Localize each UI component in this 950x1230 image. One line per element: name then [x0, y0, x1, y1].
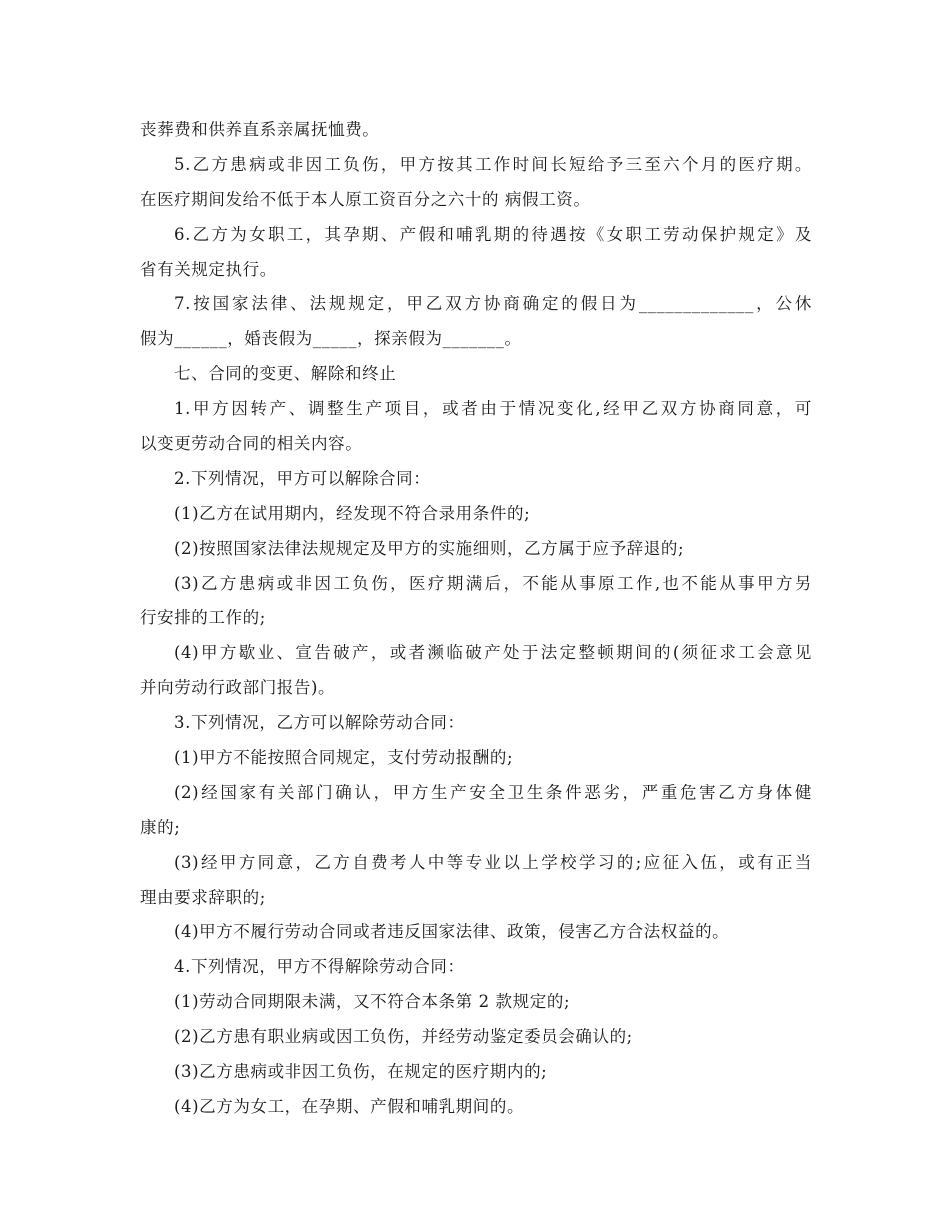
document-line: 行安排的工作的;: [140, 608, 266, 628]
document-line: (1)劳动合同期限未满，又不符合本条第 2 款规定的;: [174, 992, 571, 1012]
document-page: [140, 113, 812, 1125]
document-line: 七、合同的变更、解除和终止: [174, 364, 397, 384]
document-line: 康的;: [140, 817, 181, 837]
document-line: 5.乙方患病或非因工负伤，甲方按其工作时间长短给予三至六个月的医疗期。: [174, 154, 812, 174]
document-line: 3.下列情况，乙方可以解除劳动合同：: [174, 713, 465, 733]
document-line: (3)乙方患病或非因工负伤，在规定的医疗期内的;: [174, 1062, 548, 1082]
document-line: (2)经国家有关部门确认，甲方生产安全卫生条件恶劣，严重危害乙方身体健: [174, 782, 812, 802]
document-line: (4)甲方歇业、宣告破产，或者濒临破产处于法定整顿期间的(须征求工会意见: [174, 643, 812, 663]
document-line: 2.下列情况，甲方可以解除合同：: [174, 468, 431, 488]
document-line: 在医疗期间发给不低于本人原工资百分之六十的 病假工资。: [140, 189, 591, 209]
document-line: 假为______，婚丧假为_____，探亲假为_______。: [140, 329, 522, 349]
document-line: 省有关规定执行。: [140, 259, 277, 279]
document-line: 以变更劳动合同的相关内容。: [140, 434, 363, 454]
document-line: 理由要求辞职的;: [140, 887, 266, 907]
document-line: 4.下列情况，甲方不得解除劳动合同：: [174, 957, 465, 977]
document-line: 并向劳动行政部门报告)。: [140, 678, 336, 698]
document-line: (4)甲方不履行劳动合同或者违反国家法律、政策，侵害乙方合法权益的。: [174, 922, 730, 942]
document-line: 丧葬费和供养直系亲属抚恤费。: [140, 120, 380, 139]
document-line: (2)乙方患有职业病或因工负伤，并经劳动鉴定委员会确认的;: [174, 1027, 633, 1047]
document-line: (1)乙方在试用期内，经发现不符合录用条件的;: [174, 503, 531, 523]
document-line: (3)经甲方同意，乙方自费考人中等专业以上学校学习的;应征入伍，或有正当: [174, 852, 812, 872]
document-line: (1)甲方不能按照合同规定，支付劳动报酬的;: [174, 748, 514, 768]
document-line: (3)乙方患病或非因工负伤，医疗期满后，不能从事原工作,也不能从事甲方另: [174, 573, 812, 593]
document-line: (2)按照国家法律法规规定及甲方的实施细则，乙方属于应予辞退的;: [174, 538, 685, 558]
document-line: (4)乙方为女工，在孕期、产假和哺乳期间的。: [174, 1096, 525, 1116]
document-line: 6.乙方为女职工，其孕期、产假和哺乳期的待遇按《女职工劳动保护规定》及: [174, 224, 812, 244]
document-line: 1.甲方因转产、调整生产项目，或者由于情况变化,经甲乙双方协商同意，可: [174, 399, 812, 419]
document-line: 7.按国家法律、法规规定，甲乙双方协商确定的假日为_____________，公休: [174, 294, 812, 314]
